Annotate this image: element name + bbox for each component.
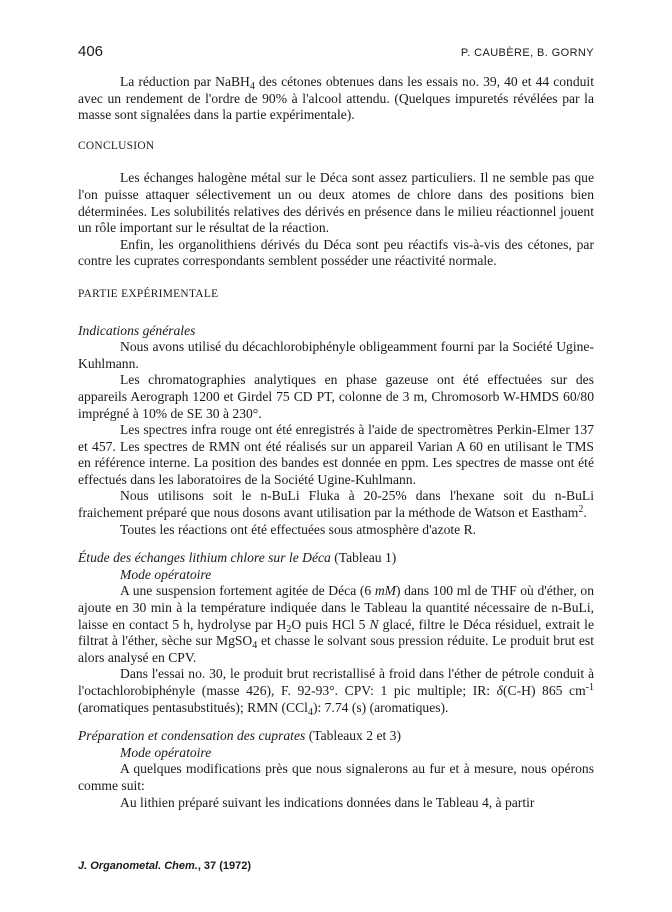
general-indications-title: Indications générales [78, 322, 196, 338]
exchange-paragraph-1: A une suspension fortement agitée de Déca (6 mM) dans 100 ml de THF où d'éther, on ajoute en 30 min à la température indiquée dans le Tableau la quantité nécessaire de n-BuLi, laisse en contact 5 h, hydrolyse par $H_2O$ puis HCl 5 N glacé, filtre le Déca résiduel, extrait le filtrat à l'éther, sèche sur MgSO$_4$ et chasse le solvant sous pression réduite. Le produit brut est alors analysé en CPV. [78, 583, 594, 665]
cuprates-paragraph-1: A quelques modifications près que nous signalerons au fur et à mesure, nous opérons comme suit: [78, 761, 594, 793]
cuprates-section-title: Préparation et condensation des cuprates (Tableaux 2 et 3) [78, 728, 401, 744]
conclusion-heading: CONCLUSION [78, 139, 155, 152]
general-paragraph-5: Toutes les réactions ont été effectuées sous atmosphère d'azote R. [120, 521, 477, 537]
conclusion-paragraph-2: Enfin, les organolithiens dérivés du Déca sont peu réactifs vis-à-vis des cétones, par contre les cuprates correspondants semblent posséder une réactivité normale. [78, 236, 594, 269]
journal-citation: J. Organometal. Chem., 37 (1972) [78, 860, 252, 872]
cuprates-paragraph-2: Au lithien préparé suivant les indications données dans le Tableau 4, à partir [120, 794, 535, 810]
conclusion-paragraph-1: Les échanges halogène métal sur le Déca sont assez particuliers. Il ne semble pas que l'on puisse attaquer sélectivement un ou deux atomes de chlore dans des positions bien déterminées. Les solubilités relatives des dérivés en présence dans le milieu réactionnel jouent un rôle important sur le résultat de la réaction. [78, 170, 594, 236]
general-paragraph-3: Les spectres infra rouge ont été enregistrés à l'aide de spectromètres Perkin-Elmer 137 et 457. Les spectres de RMN ont été réalisés sur un appareil Varian A 60 en utilisant le TMS en référence interne. La position des bandes est donnée en ppm. Les spectres de masse ont été effectués dans les laboratoires de la Société Ugine-Kuhlmann. [78, 422, 594, 487]
exchange-mode-subtitle: Mode opératoire [120, 566, 212, 582]
running-header [78, 44, 594, 62]
general-paragraph-1: Nous avons utilisé du décachlorobiphényle obligeamment fourni par la Société Ugine-Kuhlmann. [78, 339, 594, 371]
page-number: 406 [78, 43, 104, 60]
exchange-section-title: Étude des échanges lithium chlore sur le Déca (Tableau 1) [78, 550, 397, 566]
cuprates-mode-subtitle: Mode opératoire [120, 744, 212, 760]
general-paragraph-4: Nous utilisons soit le n-BuLi Fluka à 20-25% dans l'hexane soit du n-BuLi fraichement préparé que nous dosons avant utilisation par la méthode de Watson et Eastham$^2$. [78, 488, 594, 521]
running-authors: P. CAUBÈRE, B. GORNY [460, 47, 594, 59]
general-paragraph-2: Les chromatographies analytiques en phase gazeuse ont été effectuées sur des appareils Aerograph 1200 et Girdel 75 CD PT, colonne de 3 m, Chromosorb W-HMDS 60/80 imprégné à 10% de SE 30 à 230°. [78, 372, 594, 421]
exchange-paragraph-2: Dans l'essai no. 30, le produit brut recristallisé à froid dans l'éther de pétrole conduit à l'octachlorobiphényle (masse 426), F. 92-93°. CPV: 1 pic multiple; IR: δ(C-H) 865 $cm^{-1}$ (aromatiques pentasubstitués); RMN (CCl$_4$): 7.74 (s) (aromatiques). [78, 666, 594, 718]
intro-paragraph: La réduction par NaBH$_4$ des cétones obtenues dans les essais no. 39, 40 et 44 conduit avec un rendement de l'ordre de 90% à l'alcool attendu. (Quelques impuretés révélées par la masse sont signalées dans la partie expérimentale). [78, 74, 594, 123]
article-body [78, 74, 594, 811]
experimental-heading: PARTIE EXPÉRIMENTALE [78, 287, 219, 300]
